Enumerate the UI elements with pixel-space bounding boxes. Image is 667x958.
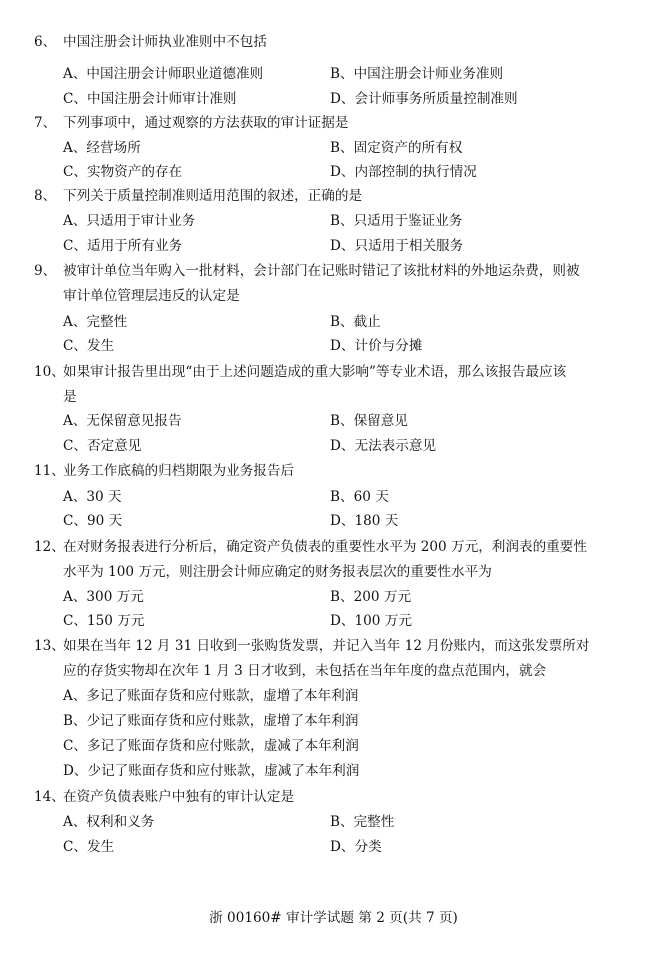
question-stem: 在资产负债表账户中独有的审计认定是 xyxy=(63,789,295,805)
option-b: B、60 天 xyxy=(330,489,389,505)
question-number: 13、 xyxy=(34,638,65,654)
option-d: D、计价与分摊 xyxy=(330,338,423,354)
option-c: C、150 万元 xyxy=(63,613,145,629)
question-stem: 下列关于质量控制准则适用范围的叙述，正确的是 xyxy=(63,188,363,204)
question-stem: 中国注册会计师执业准则中不包括 xyxy=(63,34,267,50)
option-d: D、100 万元 xyxy=(330,613,412,629)
option-a: A、中国注册会计师职业道德准则 xyxy=(63,66,264,82)
option-b: B、保留意见 xyxy=(330,413,408,429)
option-c: C、否定意见 xyxy=(63,438,142,454)
option-b: B、固定资产的所有权 xyxy=(330,140,463,156)
question-stem-line2: 应的存货实物却在次年 1 月 3 日才收到，未包括在当年年度的盘点范围内，就会 xyxy=(63,663,547,679)
option-a: A、完整性 xyxy=(63,314,128,330)
option-d: D、会计师事务所质量控制准则 xyxy=(330,91,518,107)
option-d: D、分类 xyxy=(330,839,382,855)
option-b: B、只适用于鉴证业务 xyxy=(330,213,463,229)
option-a: A、300 万元 xyxy=(63,589,144,605)
question-number: 11、 xyxy=(34,463,65,479)
option-b: B、少记了账面存货和应付账款，虚增了本年利润 xyxy=(63,713,359,729)
option-c: C、中国注册会计师审计准则 xyxy=(63,91,237,107)
option-a: A、无保留意见报告 xyxy=(63,413,182,429)
question-stem-line1: 在对财务报表进行分析后，确定资产负债表的重要性水平为 200 万元，利润表的重要性 xyxy=(63,539,587,555)
option-c: C、发生 xyxy=(63,338,115,354)
option-c: C、实物资产的存在 xyxy=(63,164,183,180)
question-stem-line1: 如果审计报告里出现“由于上述问题造成的重大影响”等专业术语，那么该报告最应该 xyxy=(63,364,567,380)
option-b: B、中国注册会计师业务准则 xyxy=(330,66,504,82)
question-number: 8、 xyxy=(34,188,57,204)
question-number: 6、 xyxy=(34,34,57,50)
option-d: D、只适用于相关服务 xyxy=(330,238,464,254)
question-number: 7、 xyxy=(34,115,57,131)
question-stem: 业务工作底稿的归档期限为业务报告后 xyxy=(63,463,295,479)
question-stem-line1: 如果在当年 12 月 31 日收到一张购货发票，并记入当年 12 月份账内，而这张发票所对 xyxy=(63,638,590,654)
option-a: A、30 天 xyxy=(63,489,122,505)
question-number: 14、 xyxy=(34,789,65,805)
question-number: 12、 xyxy=(34,539,65,555)
question-stem-line2: 审计单位管理层违反的认定是 xyxy=(63,288,240,304)
option-a: A、多记了账面存货和应付账款，虚增了本年利润 xyxy=(63,688,359,704)
question-stem-line1: 被审计单位当年购入一批材料，会计部门在记账时错记了该批材料的外地运杂费，则被 xyxy=(63,263,580,279)
question-stem-line2: 是 xyxy=(63,389,77,405)
option-d: D、少记了账面存货和应付账款，虚减了本年利润 xyxy=(63,763,360,779)
option-d: D、无法表示意见 xyxy=(330,438,437,454)
option-b: B、完整性 xyxy=(330,814,395,830)
option-b: B、截止 xyxy=(330,314,381,330)
option-a: A、经营场所 xyxy=(63,140,141,156)
option-a: A、只适用于审计业务 xyxy=(63,213,196,229)
question-stem: 下列事项中，通过观察的方法获取的审计证据是 xyxy=(63,115,349,131)
option-a: A、权利和义务 xyxy=(63,814,155,830)
option-d: D、180 天 xyxy=(330,513,399,529)
option-c: C、90 天 xyxy=(63,513,123,529)
option-c: C、适用于所有业务 xyxy=(63,238,183,254)
question-number: 10、 xyxy=(34,364,65,380)
option-b: B、200 万元 xyxy=(330,589,412,605)
question-stem-line2: 水平为 100 万元，则注册会计师应确定的财务报表层次的重要性水平为 xyxy=(63,564,492,580)
option-c: C、多记了账面存货和应付账款，虚减了本年利润 xyxy=(63,738,359,754)
question-number: 9、 xyxy=(34,263,57,279)
option-d: D、内部控制的执行情况 xyxy=(330,164,477,180)
option-c: C、发生 xyxy=(63,839,115,855)
page-footer: 浙 00160# 审计学试题 第 2 页(共 7 页) xyxy=(209,910,458,926)
